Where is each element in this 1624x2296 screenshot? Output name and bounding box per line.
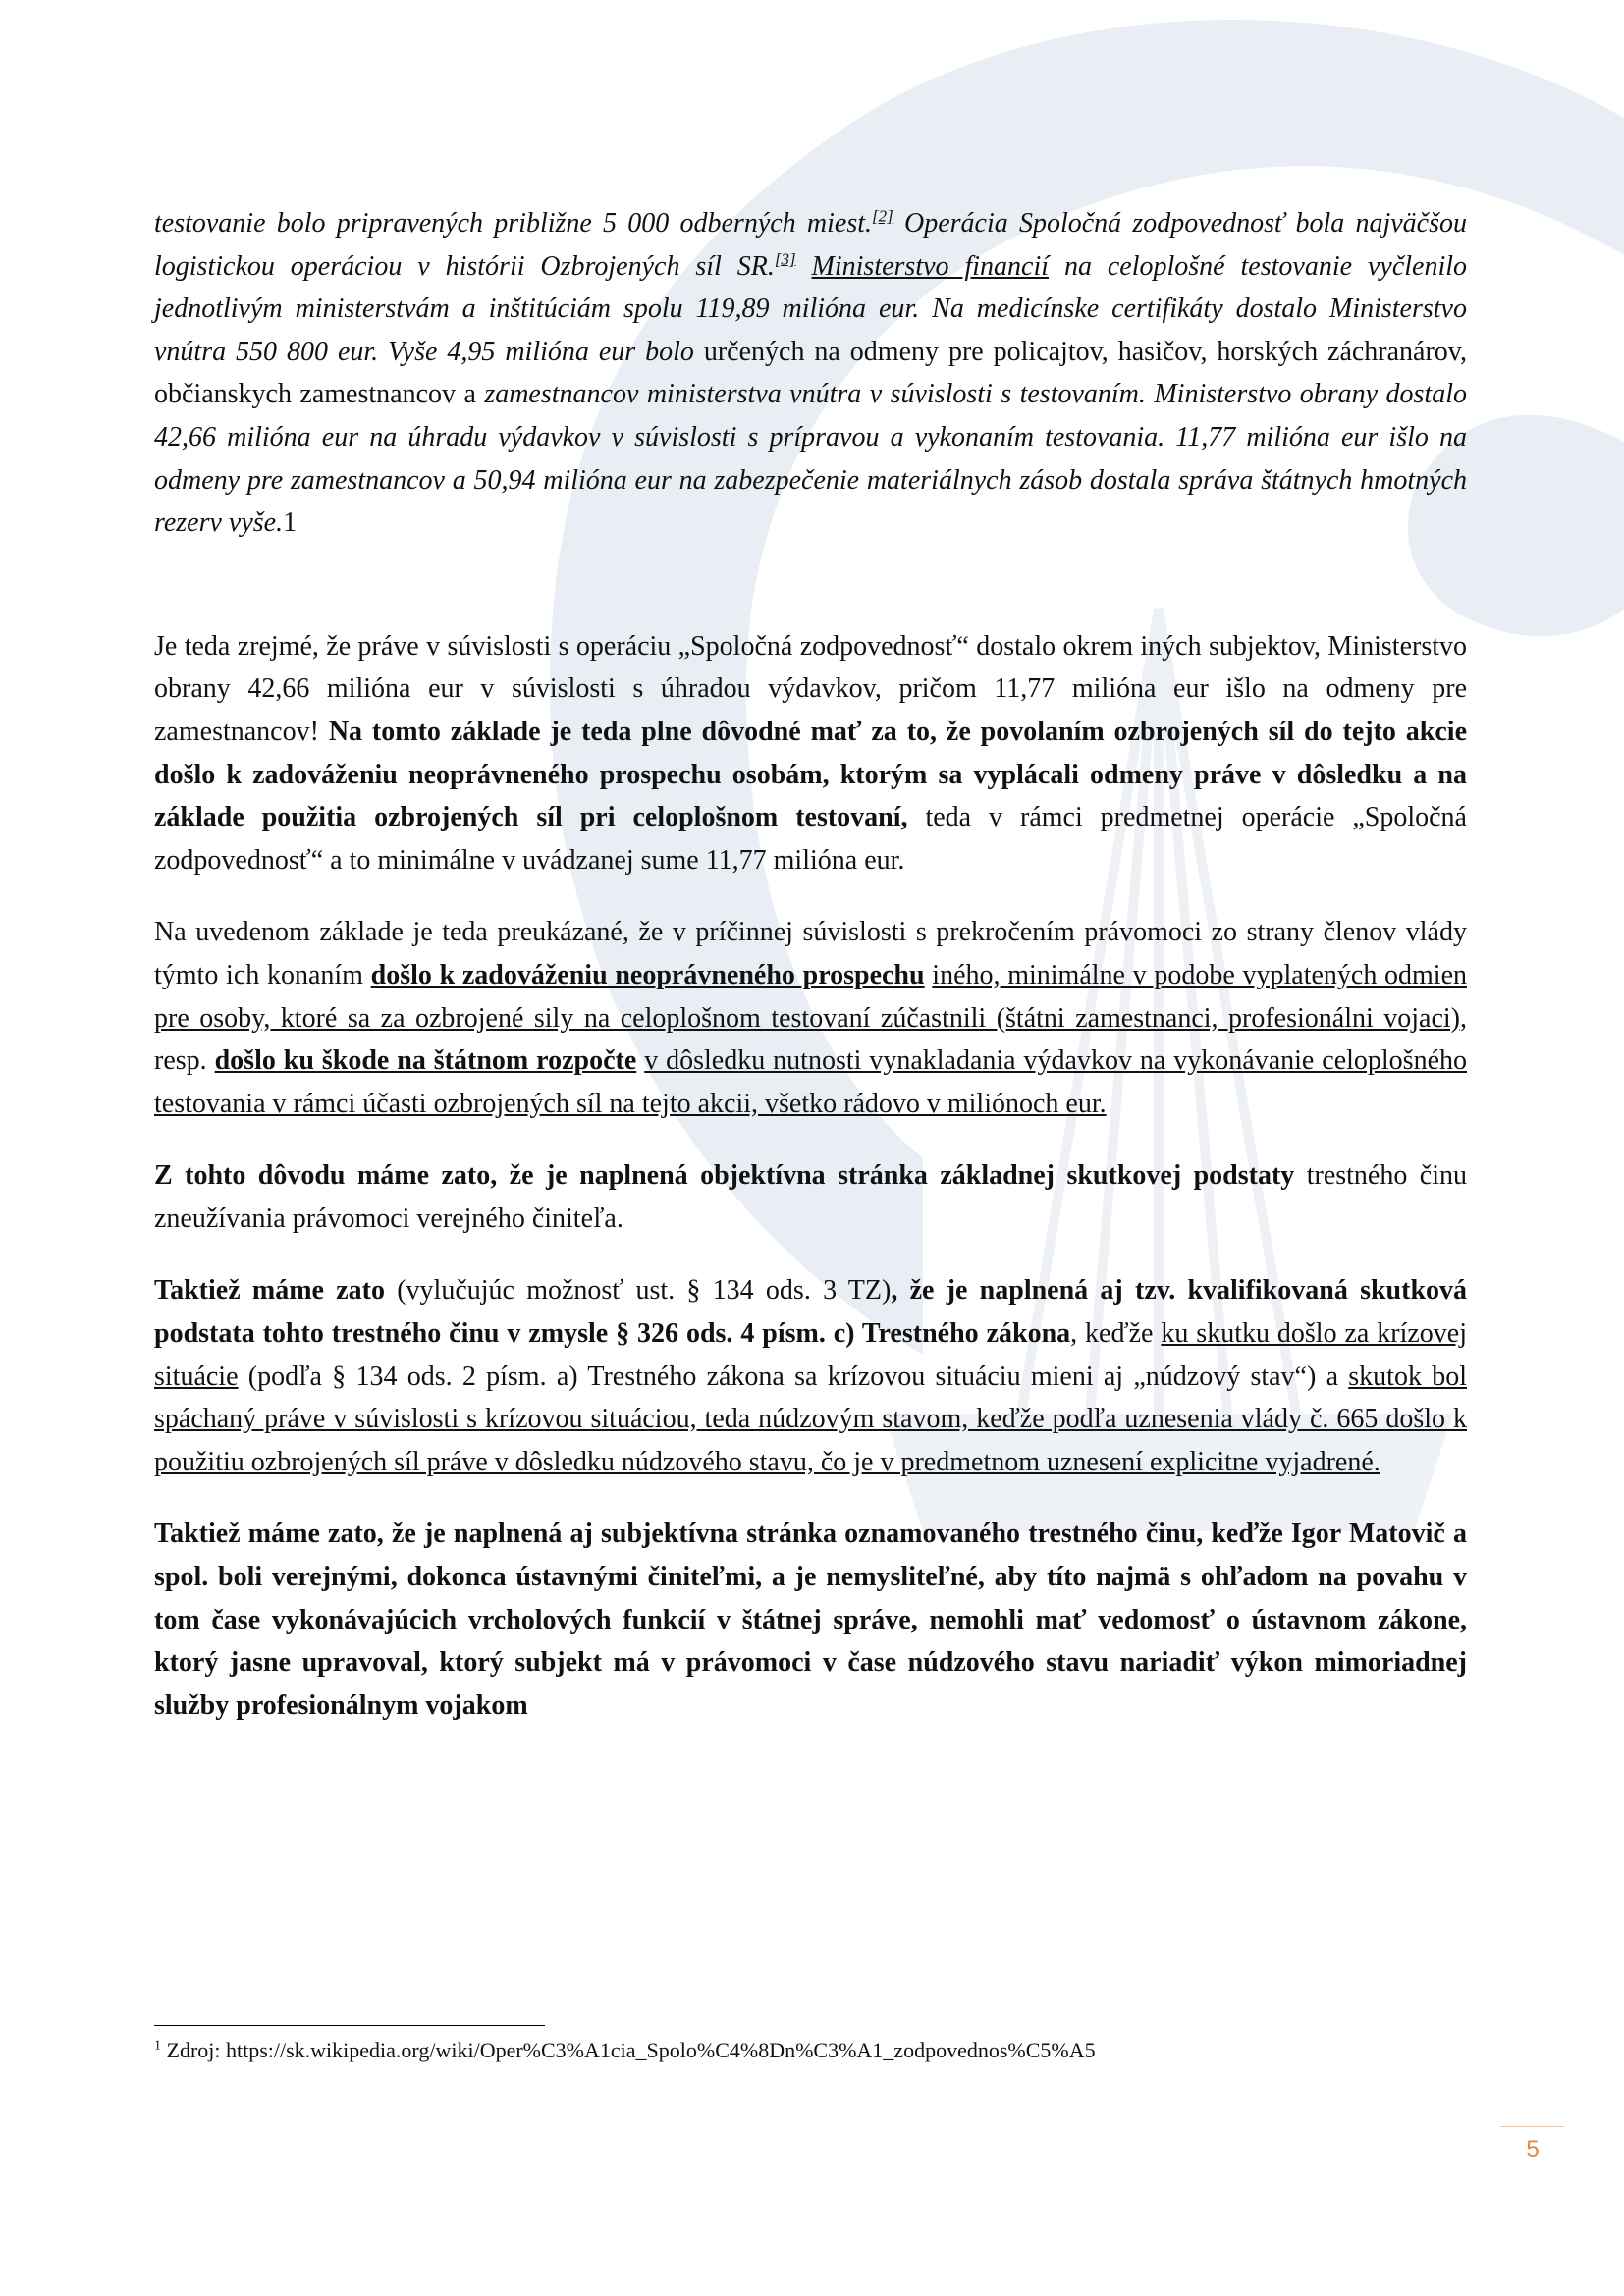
ministry-of-finance-link[interactable]: Ministerstvo financií [811, 250, 1050, 282]
footnote-reference: 1 [283, 507, 298, 539]
paragraph-testing-costs: testovanie bolo pripravených približne 5 000 odberných miest.[2] Operácia Spoločná zodpovednosť bola najväčšou logistickou operáciou v histórii Ozbrojených síl SR.[3] Ministerstvo financií na celoplošné testovanie vyčlenilo jednotlivým ministerstvám a inštitúciám spolu 119,89 milióna eur. Na medicínske certifikáty dostalo Ministerstvo vnútra 550 800 eur. Vyše 4,95 milióna eur bolo určených na odmeny pre policajtov, hasičov, horských záchranárov, občianskych zamestnancov a zamestnancov ministerstva vnútra v súvislosti s testovaním. Ministerstvo obrany dostalo 42,66 milióna eur na úhradu výdavkov v súvislosti s prípravou a vykonaním testovania. 11,77 milióna eur išlo na odmeny pre zamestnancov a 50,94 milióna eur na zabezpečenie materiálnych zásob dostala správa štátnych hmotných rezerv vyše.1 [154, 206, 1468, 539]
paragraph-objective-element: Z tohto dôvodu máme zato, že je naplnená objektívna stránka základnej skutkovej podstaty trestného činu zneužívania právomoci verejného činiteľa. [154, 1160, 1468, 1234]
reference-link[interactable]: [2] [872, 206, 893, 226]
page-number-rule [1500, 2126, 1564, 2127]
paragraph-subjective-element: Taktiež máme zato, že je naplnená aj subjektívna stránka oznamovaného trestného činu, keďže Igor Matovič a spol. boli verejnými, dokonca ústavnými činiteľmi, a je nemysliteľné, aby títo najmä s ohľadom na povahu v tom čase vykonávajúcich vrcholových funkcií v štátnej správe, nemohli mať vedomosť o ústavnom zákone, ktorý jasne upravoval, ktorý subjekt má v právomoci v čase núdzového stavu nariadiť výkon mimoriadnej služby profesionálnym vojakom [154, 1519, 1467, 1721]
page-number: 5 [1526, 2136, 1540, 2163]
body-text [154, 202, 1467, 1727]
paragraph-unlawful-benefit: Na uvedenom základe je teda preukázané, že v príčinnej súvislosti s prekročením právomoci zo strany členov vlády týmto ich konaním došlo k zadováženiu neoprávneného prospechu iného, minimálne v podobe vyplatených odmien pre osoby, ktoré sa za ozbrojené sily na celoplošnom testovaní zúčastnili (štátni zamestnanci, profesionálni vojaci), resp. došlo ku škode na štátnom rozpočte v dôsledku nutnosti vynakladania výdavkov na vykonávanie celoplošného testovania v rámci účasti ozbrojených síl na tejto akcii, všetko rádovo v miliónoch eur. [154, 917, 1468, 1119]
footnote-divider [154, 2025, 545, 2026]
footnote: $^1$ Zdroj: https://sk.wikipedia.org/wiki/Oper%C3%A1cia_Spolo%C4%8Dn%C3%A1_zodpovednos%C5%A5 [154, 2038, 1096, 2062]
reference-link[interactable]: [3] [774, 249, 796, 269]
footnote-source-link[interactable]: Zdroj: https://sk.wikipedia.org/wiki/Oper%C3%A1cia_Spolo%C4%8Dn%C3%A1_zodpovednos%C5%A5 [161, 2038, 1096, 2062]
paragraph-operation-rewards: Je teda zrejmé, že práve v súvislosti s operáciu „Spoločná zodpovednosť“ dostalo okrem iných subjektov, Ministerstvo obrany 42,66 milióna eur v súvislosti s úhradou výdavkov, pričom 11,77 milióna eur išlo na odmeny pre zamestnancov! Na tomto základe je teda plne dôvodné mať za to, že povolaním ozbrojených síl do tejto akcie došlo k zadováženiu neoprávneného prospechu osobám, ktorým sa vyplácali odmeny práve v dôsledku a na základe použitia ozbrojených síl pri celoplošnom testovaní, teda v rámci predmetnej operácie „Spoločná zodpovednosť“ a to minimálne v uvádzanej sume 11,77 milióna eur. [154, 630, 1467, 876]
paragraph-qualified-offence: Taktiež máme zato (vylučujúc možnosť ust. § 134 ods. 3 TZ), že je naplnená aj tzv. kvalifikovaná skutková podstata tohto trestného činu v zmysle § 326 ods. 4 písm. c) Trestného zákona, keďže ku skutku došlo za krízovej situácie (podľa § 134 ods. 2 písm. a) Trestného zákona sa krízovou situáciu mieni aj „núdzový stav“) a skutok bol spáchaný práve v súvislosti s krízovou situáciou, teda núdzovým stavom, keďže podľa uznesenia vlády č. 665 došlo k použitiu ozbrojených síl práve v dôsledku núdzového stavu, čo je v predmetnom uznesení explicitne vyjadrené. [154, 1275, 1468, 1477]
